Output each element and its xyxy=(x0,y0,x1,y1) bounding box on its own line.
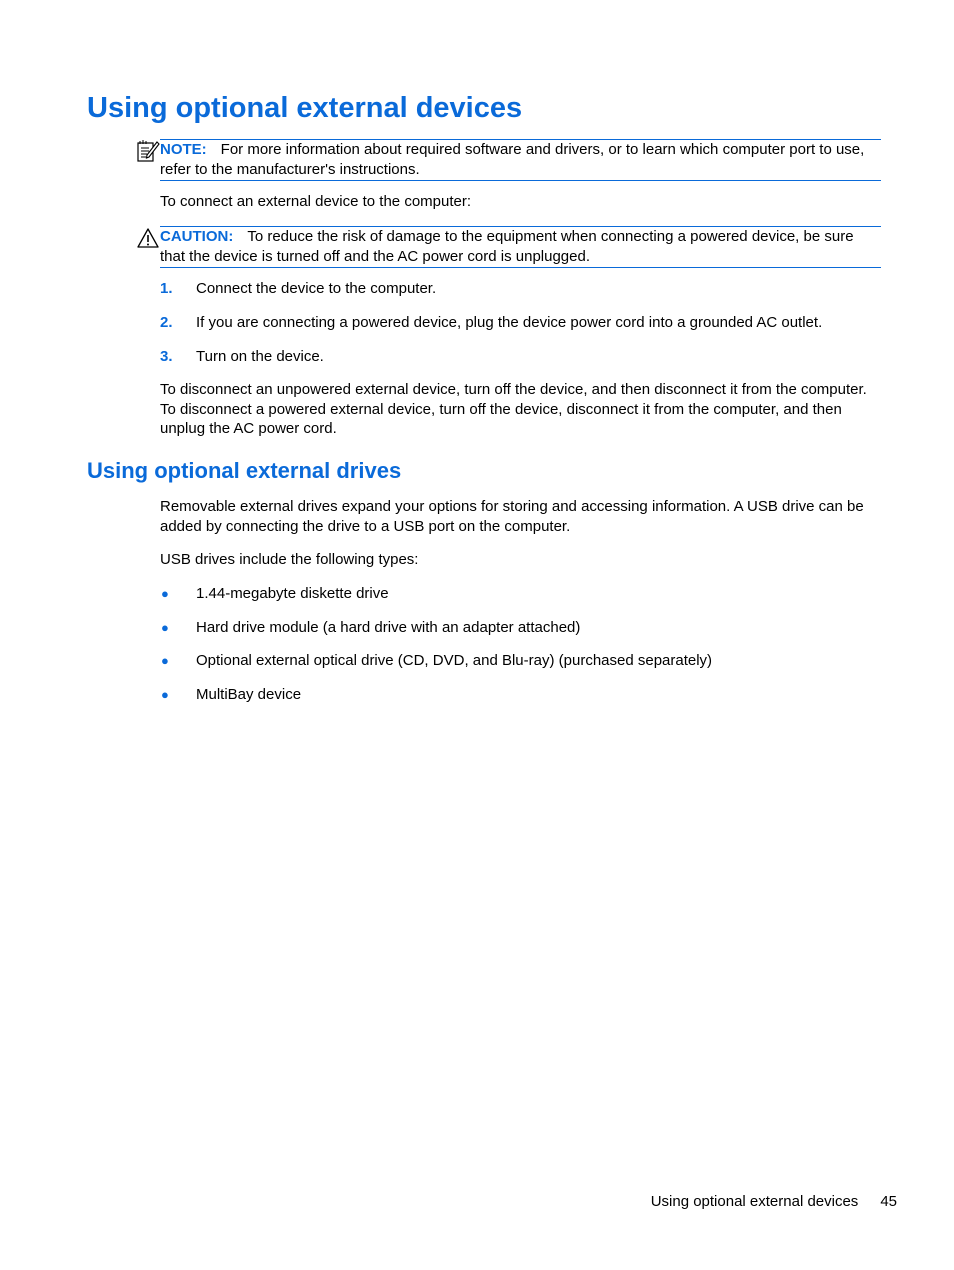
page-title: Using optional external devices xyxy=(87,92,523,124)
step-text: Connect the device to the computer. xyxy=(196,280,437,297)
page-number: 45 xyxy=(880,1193,897,1210)
bullet-icon: ● xyxy=(161,586,169,601)
note-box xyxy=(160,139,881,181)
bullet-icon: ● xyxy=(161,653,169,668)
list-item-text: Optional external optical drive (CD, DVD, and Blu-ray) (purchased separately) xyxy=(196,652,713,669)
step-number: 1. xyxy=(160,280,173,297)
note-pencil-icon xyxy=(136,139,160,163)
caution-text: To reduce the risk of damage to the equipment when connecting a powered device, be sure that the device is turned off and the AC power cord is unplugged. xyxy=(160,228,854,265)
footer-section-title: Using optional external devices xyxy=(650,1193,859,1210)
types-intro: USB drives include the following types: xyxy=(160,551,419,568)
list-item-text: Hard drive module (a hard drive with an adapter attached) xyxy=(196,619,581,636)
bullet-icon: ● xyxy=(161,620,169,635)
caution-label: CAUTION: xyxy=(160,228,234,245)
note-text: For more information about required software and drivers, or to learn which computer port to use, refer to the manufacturer's instructions. xyxy=(160,141,865,178)
step-text: Turn on the device. xyxy=(196,348,324,365)
section-heading: Using optional external drives xyxy=(87,458,402,483)
list-item-text: MultiBay device xyxy=(196,686,302,703)
page-footer xyxy=(560,1192,897,1211)
step-number: 2. xyxy=(160,314,173,331)
note-label: NOTE: xyxy=(160,141,207,158)
list-item-text: 1.44-megabyte diskette drive xyxy=(196,585,389,602)
connect-intro: To connect an external device to the computer: xyxy=(160,193,472,210)
drives-paragraph: Removable external drives expand your options for storing and accessing information. A USB drive can be added by connecting the drive to a USB port on the computer. xyxy=(160,498,864,535)
disconnect-paragraph: To disconnect an unpowered external device, turn off the device, and then disconnect it from the computer. To disconnect a powered external device, turn off the device, disconnect it from the computer, and then unplug the AC power cord. xyxy=(160,381,867,438)
step-text: If you are connecting a powered device, plug the device power cord into a grounded AC outlet. xyxy=(196,314,823,331)
step-number: 3. xyxy=(160,348,173,365)
bullet-icon: ● xyxy=(161,687,169,702)
warning-triangle-icon xyxy=(136,226,160,250)
caution-box xyxy=(160,226,881,268)
